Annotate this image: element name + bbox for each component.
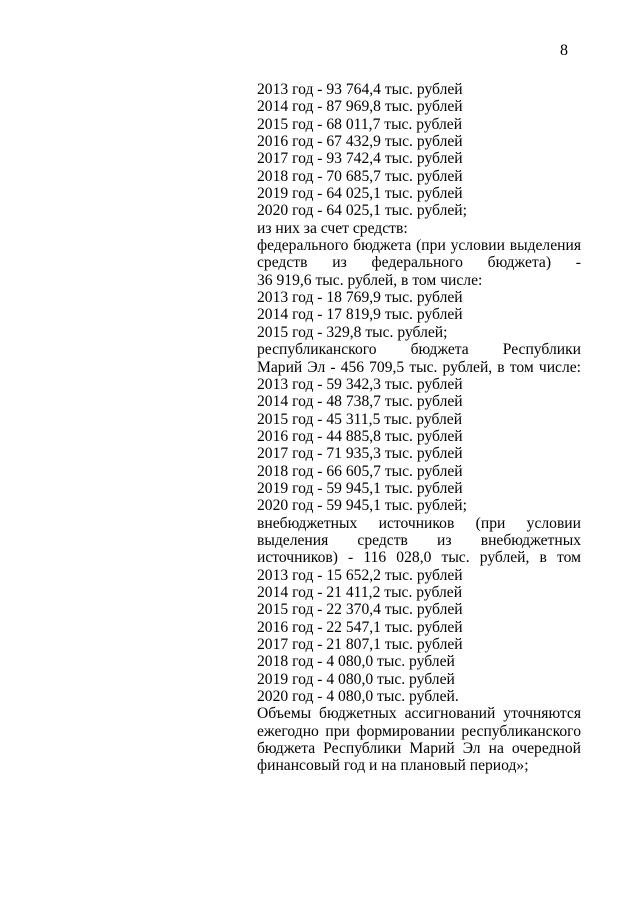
- text-line: 2020 год - 4 080,0 тыс. рублей.: [257, 688, 459, 706]
- text-line: 2016 год - 67 432,9 тыс. рублей: [257, 133, 463, 151]
- text-line: 2013 год - 18 769,9 тыс. рублей: [257, 289, 463, 307]
- text-line: 2019 год - 59 945,1 тыс. рублей: [257, 479, 463, 497]
- text-line: 2017 год - 21 807,1 тыс. рублей: [257, 636, 463, 653]
- text-line: 2020 год - 64 025,1 тыс. рублей;: [257, 202, 467, 220]
- text-line: 2019 год - 64 025,1 тыс. рублей: [257, 185, 463, 203]
- text-line: 2013 год - 59 342,3 тыс. рублей: [257, 375, 463, 393]
- text-line: 2018 год - 4 080,0 тыс. рублей: [257, 653, 455, 671]
- text-line: 2014 год - 48 738,7 тыс. рублей: [257, 393, 463, 411]
- text-line: 2014 год - 17 819,9 тыс. рублей: [257, 306, 463, 324]
- text-line: Объемы бюджетных ассигнований уточняются: [257, 705, 581, 723]
- text-line: 2018 год - 70 685,7 тыс. рублей: [257, 167, 463, 185]
- text-line: 2015 год - 22 370,4 тыс. рублей: [257, 601, 463, 619]
- text-line: федерального бюджета (при условии выделения: [257, 237, 581, 255]
- text-line: 2016 год - 22 547,1 тыс. рублей: [257, 618, 463, 636]
- text-line: 2013 год - 15 652,2 тыс. рублей: [257, 566, 463, 584]
- text-line: 2016 год - 44 885,8 тыс. рублей: [257, 427, 463, 445]
- text-line: 2015 год - 68 011,7 тыс. рублей: [257, 115, 463, 133]
- text-line: 2015 год - 329,8 тыс. рублей;: [257, 323, 448, 341]
- page-number: 8: [560, 42, 568, 59]
- document-body: [257, 81, 581, 775]
- text-line: 2015 год - 45 311,5 тыс. рублей: [257, 410, 463, 428]
- text-line: средств из федерального бюджета) -: [257, 254, 581, 272]
- text-line: 2014 год - 21 411,2 тыс. рублей: [257, 583, 463, 601]
- text-line: 36 919,6 тыс. рублей, в том числе:: [257, 271, 483, 289]
- text-line: 2017 год - 71 935,3 тыс. рублей: [257, 445, 463, 463]
- text-line: 2014 год - 87 969,8 тыс. рублей: [257, 98, 463, 116]
- text-line: внебюджетных источников (при условии: [257, 514, 581, 532]
- text-line: 2018 год - 66 605,7 тыс. рублей: [257, 462, 463, 480]
- text-line: бюджета Республики Марий Эл на очередной: [257, 740, 581, 758]
- text-line: 2020 год - 59 945,1 тыс. рублей;: [257, 497, 467, 515]
- text-line: Марий Эл - 456 709,5 тыс. рублей, в том числе:: [257, 358, 581, 376]
- text-line: из них за счет средств:: [257, 219, 408, 237]
- text-line: ежегодно при формировании республиканского: [257, 722, 581, 740]
- text-line: выделения средств из внебюджетных: [257, 531, 581, 549]
- text-line: республиканского бюджета Республики: [257, 341, 581, 359]
- text-line: 2013 год - 93 764,4 тыс. рублей: [257, 81, 463, 98]
- text-line: источников) - 116 028,0 тыс. рублей, в том: [257, 549, 581, 567]
- text-line: финансовый год и на плановый период»;: [257, 757, 529, 775]
- text-line: 2017 год - 93 742,4 тыс. рублей: [257, 150, 463, 168]
- text-line: 2019 год - 4 080,0 тыс. рублей: [257, 670, 455, 688]
